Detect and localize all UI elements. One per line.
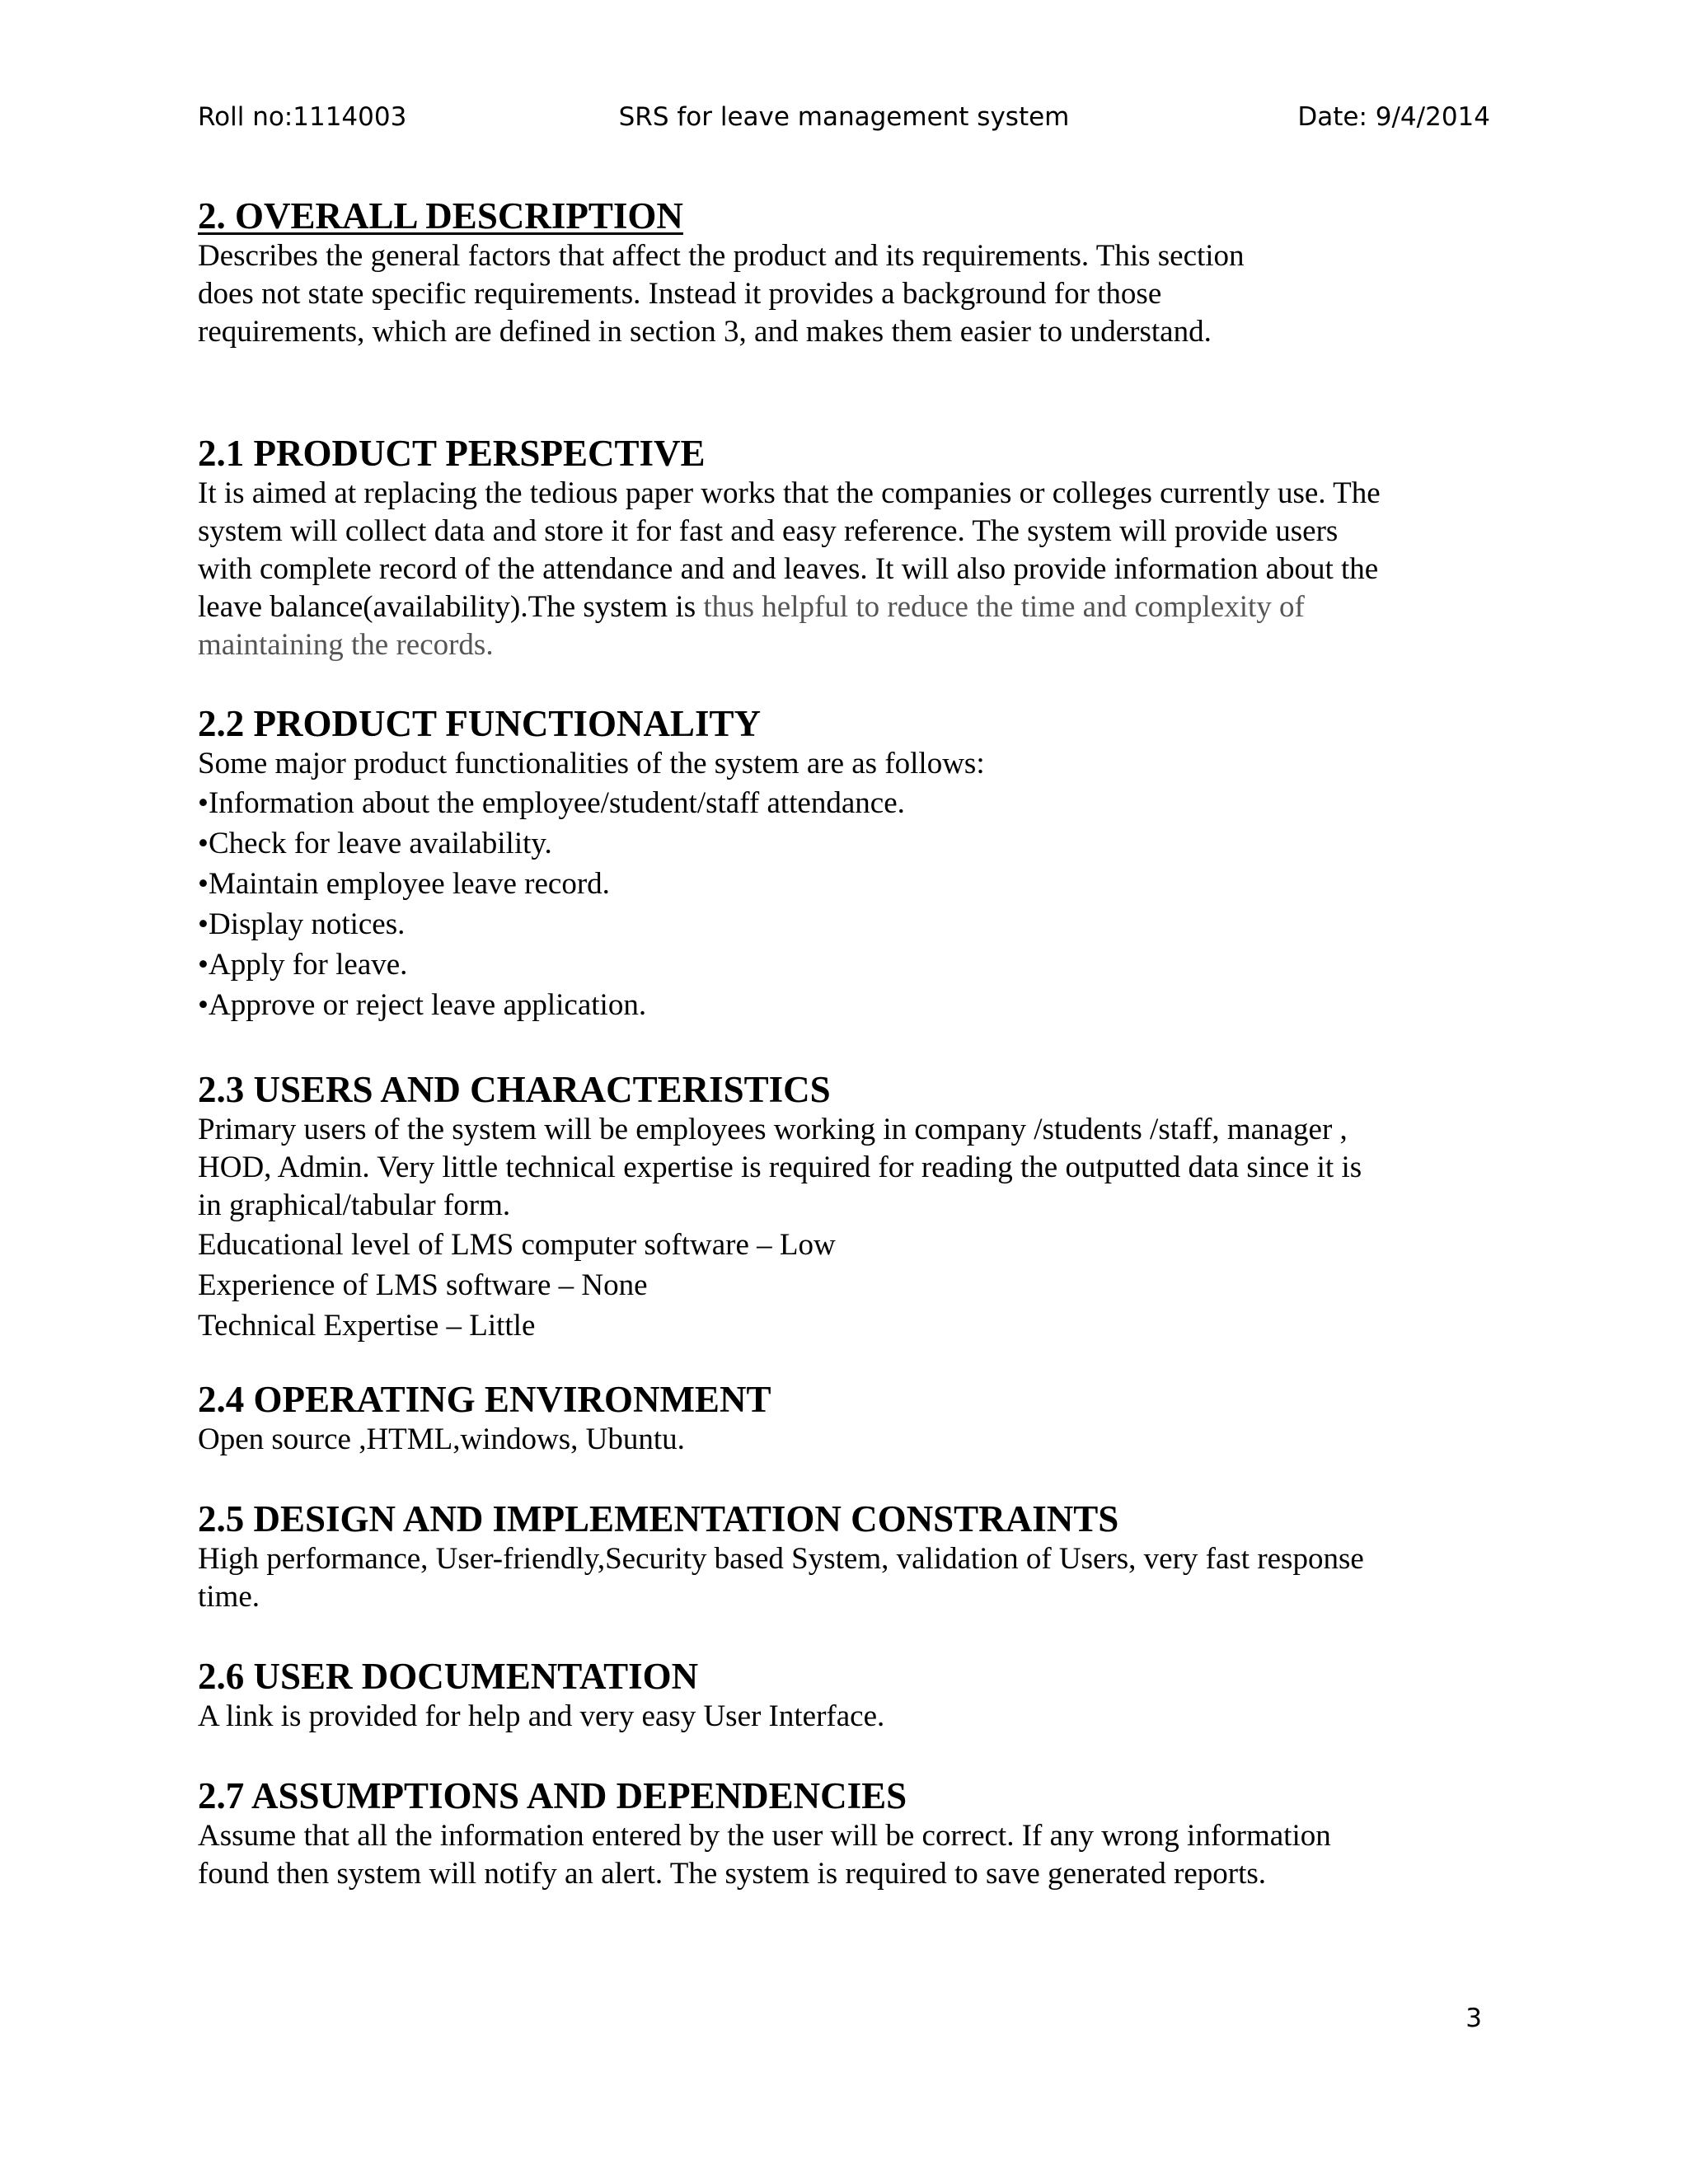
section-product-perspective xyxy=(198,432,1492,664)
section-users-characteristics xyxy=(198,1068,1492,1346)
paragraph-line: in graphical/tabular form. xyxy=(198,1188,511,1222)
bullet-icon: • xyxy=(198,988,209,1022)
paragraph-line: Educational level of LMS computer software – Low xyxy=(198,1228,836,1262)
paragraph-line: Experience of LMS software – None xyxy=(198,1268,648,1302)
paragraph-line: with complete record of the attendance and and leaves. It will also provide information about the xyxy=(198,552,1379,586)
list-item xyxy=(198,823,1492,864)
paragraph-line: Describes the general factors that affect the product and its requirements. This section xyxy=(198,239,1245,273)
header-roll-no: Roll no:1114003 xyxy=(198,102,407,132)
paragraph-line: HOD, Admin. Very little technical expertise is required for reading the outputted data since it is xyxy=(198,1151,1362,1184)
bullet-icon: • xyxy=(198,907,209,941)
section-operating-environment xyxy=(198,1378,1492,1459)
bullet-icon: • xyxy=(198,867,209,901)
list-item xyxy=(198,944,1492,985)
page-number: 3 xyxy=(1465,2004,1482,2033)
paragraph-line: found then system will notify an alert. The system is required to save generated reports. xyxy=(198,1857,1267,1891)
list-item xyxy=(198,904,1492,944)
section-heading: 2.4 OPERATING ENVIRONMENT xyxy=(198,1379,771,1420)
paragraph-line: maintaining the records. xyxy=(198,628,494,662)
list-item-text: Information about the employee/student/staff attendance. xyxy=(208,786,905,820)
header-date: Date: 9/4/2014 xyxy=(1297,102,1490,132)
list-item xyxy=(198,783,1492,823)
section-user-documentation xyxy=(198,1655,1492,1736)
section-heading: 2. OVERALL DESCRIPTION xyxy=(198,195,683,237)
bullet-icon: • xyxy=(198,786,209,820)
paragraph-line: A link is provided for help and very easy User Interface. xyxy=(198,1699,885,1733)
section-heading: 2.6 USER DOCUMENTATION xyxy=(198,1656,699,1697)
paragraph-line: Technical Expertise – Little xyxy=(198,1309,536,1343)
section-design-constraints xyxy=(198,1497,1492,1616)
paragraph-line: requirements, which are defined in section 3, and makes them easier to understand. xyxy=(198,315,1212,349)
section-heading: 2.7 ASSUMPTIONS AND DEPENDENCIES xyxy=(198,1775,907,1816)
section-heading: 2.2 PRODUCT FUNCTIONALITY xyxy=(198,703,761,744)
section-heading: 2.5 DESIGN AND IMPLEMENTATION CONSTRAINTS xyxy=(198,1498,1119,1540)
bullet-icon: • xyxy=(198,948,209,982)
paragraph-line: High performance, User-friendly,Security based System, validation of Users, very fast response xyxy=(198,1542,1364,1576)
list-item xyxy=(198,985,1492,1025)
list-item-text: Approve or reject leave application. xyxy=(208,988,647,1022)
paragraph-line xyxy=(198,588,1492,626)
section-overall-description xyxy=(198,194,1492,351)
paragraph-line: system will collect data and store it for fast and easy reference. The system will provide users xyxy=(198,514,1339,548)
list-item xyxy=(198,864,1492,904)
header-title: SRS for leave management system xyxy=(618,102,1070,132)
functionality-list xyxy=(198,783,1492,1025)
paragraph-line: Primary users of the system will be employees working in company /students /staff, manager , xyxy=(198,1113,1348,1146)
paragraph-line: time. xyxy=(198,1580,260,1614)
list-item-text: Display notices. xyxy=(208,907,406,941)
page-header xyxy=(198,97,1490,137)
paragraph-line: Assume that all the information entered by the user will be correct. If any wrong information xyxy=(198,1819,1331,1853)
list-item-text: Maintain employee leave record. xyxy=(208,867,610,901)
paragraph-line: does not state specific requirements. Instead it provides a background for those xyxy=(198,277,1162,311)
paragraph-line: Some major product functionalities of the system are as follows: xyxy=(198,747,985,780)
bullet-icon: • xyxy=(198,827,209,860)
paragraph-line: It is aimed at replacing the tedious paper works that the companies or colleges currently use. The xyxy=(198,476,1381,510)
section-heading: 2.1 PRODUCT PERSPECTIVE xyxy=(198,433,706,474)
text-black: leave balance(availability).The system is xyxy=(198,590,704,624)
list-item-text: Check for leave availability. xyxy=(208,827,552,860)
section-assumptions-dependencies xyxy=(198,1774,1492,1893)
list-item-text: Apply for leave. xyxy=(208,948,408,982)
text-gray: thus helpful to reduce the time and complexity of xyxy=(703,590,1305,624)
paragraph-line: Open source ,HTML,windows, Ubuntu. xyxy=(198,1422,685,1456)
section-heading: 2.3 USERS AND CHARACTERISTICS xyxy=(198,1069,831,1110)
section-product-functionality xyxy=(198,702,1492,1025)
